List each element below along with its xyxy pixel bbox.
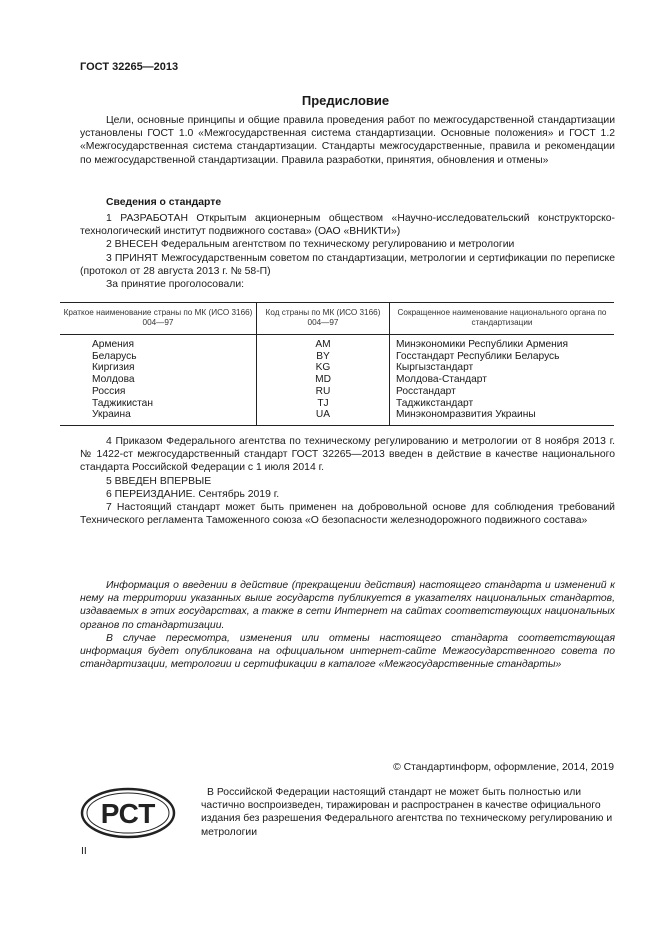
- column-header-authority: Сокращенное наименование национального органа по стандартизации: [390, 303, 615, 335]
- copyright-notice: © Стандартинформ, оформление, 2014, 2019: [393, 762, 614, 773]
- table-header-row: [60, 303, 614, 335]
- country-cell: Армения: [92, 339, 134, 350]
- about-items: [80, 212, 615, 291]
- document-id: ГОСТ 32265—2013: [80, 61, 179, 73]
- info-paragraph-2: В случае пересмотра, изменения или отмены настоящего стандарта соответствующая информация будет опубликована на официальном интернет-сайте Межгосударственного совета по стандартизации, метрологии и сертификации в каталоге «Межгосударственные стандарты»: [80, 632, 615, 671]
- item-6: 6 ПЕРЕИЗДАНИЕ. Сентябрь 2019 г.: [106, 488, 280, 500]
- intro-paragraph: [80, 114, 615, 167]
- item-7: 7 Настоящий стандарт может быть применен на добровольной основе для соблюдения требований Технического регламента Таможенного союза «О безопасности железнодорожного подвижного состава»: [80, 502, 615, 527]
- code-cell: UA: [257, 409, 390, 425]
- country-cell: Россия: [92, 385, 126, 397]
- country-cell: Украина: [60, 409, 257, 425]
- authority-cell: Таджикстандарт: [390, 398, 615, 410]
- about-item-3: 3 ПРИНЯТ Межгосударственным советом по стандартизации, метрологии и сертификации по переписке (протокол от 28 августа 2013 г. № 58-П): [80, 252, 615, 277]
- code-cell: TJ: [257, 398, 390, 410]
- legal-notice: [201, 786, 615, 839]
- authority-cell: Минэкономики Республики Армения: [390, 335, 615, 351]
- enactment-items: [80, 435, 615, 527]
- item-5: 5 ВВЕДЕН ВПЕРВЫЕ: [106, 475, 212, 487]
- authority-cell: Молдова-Стандарт: [390, 374, 615, 386]
- country-cell: Молдова: [92, 374, 135, 386]
- table-row: [60, 386, 614, 398]
- intro-text: Цели, основные принципы и общие правила проведения работ по межгосударственной стандартизации установлены ГОСТ 1.0 «Межгосударственная система стандартизации. Основные положения» и ГОСТ 1.2 «Межгосударственная система стандартизации. Стандарты межгосударственные, правила и рекомендации по межгосударственной стандартизации. Правила разработки, принятия, обновления и отмены»: [80, 115, 615, 166]
- section-heading: Сведения о стандарте: [106, 197, 222, 208]
- info-paragraph-1: Информация о введении в действие (прекращении действия) настоящего стандарта и изменений к нему на территории указанных выше государств публикуется в указателях национальных стандартов, издаваемых в этих государствах, а также в сети Интернет на сайтах соответствующих национальных органов по стандартизации.: [80, 580, 615, 631]
- table-row: [60, 362, 614, 374]
- code-cell: RU: [257, 386, 390, 398]
- info-block: [80, 579, 615, 671]
- logo-lettering: РСТ: [100, 798, 156, 829]
- code-cell: AM: [257, 335, 390, 351]
- authority-cell: Госстандарт Республики Беларусь: [390, 351, 615, 363]
- table-row: [60, 335, 614, 351]
- about-item-1: 1 РАЗРАБОТАН Открытым акционерным обществом «Научно-исследовательский конструкторско-технологический институт подвижного состава» (ОАО «ВНИКТИ»): [80, 213, 615, 238]
- column-header-country: Краткое наименование страны по МК (ИСО 3166) 004—97: [60, 303, 257, 335]
- authority-cell: Росстандарт: [390, 386, 615, 398]
- item-4: 4 Приказом Федерального агентства по техническому регулированию и метрологии от 8 ноября 2013 г. № 1422-ст межгосударственный стандарт ГОСТ 32265—2013 введен в действие в качестве национального стандарта Российской Федерации с 1 июля 2014 г.: [80, 436, 615, 474]
- page-number: II: [81, 846, 87, 857]
- code-cell: MD: [257, 374, 390, 386]
- code-cell: BY: [257, 351, 390, 363]
- code-cell: KG: [257, 362, 390, 374]
- column-header-code: Код страны по МК (ИСО 3166) 004—97: [257, 303, 390, 335]
- authority-cell: Кыргызстандарт: [390, 362, 615, 374]
- gost-r-certification-mark-icon: [80, 787, 176, 844]
- voted-label: За принятие проголосовали:: [106, 279, 245, 291]
- country-cell: Беларусь: [92, 350, 137, 362]
- table-row: [60, 398, 614, 410]
- country-cell: Киргизия: [92, 362, 135, 374]
- table-row: [60, 351, 614, 363]
- country-cell: Таджикистан: [92, 397, 153, 409]
- legal-text: В Российской Федерации настоящий стандарт не может быть полностью или частично воспроизведен, тиражирован и распространен в качестве официального издания без разрешения Федерального агентства по техническому регулированию и метрологии: [201, 787, 613, 838]
- authority-cell: Минэкономразвития Украины: [390, 409, 615, 425]
- about-item-2: 2 ВНЕСЕН Федеральным агентством по техническому регулированию и метрологии: [106, 239, 515, 251]
- voting-states-table: [60, 302, 614, 426]
- page-title: Предисловие: [301, 93, 390, 108]
- table-row: [60, 409, 614, 425]
- table-row: [60, 374, 614, 386]
